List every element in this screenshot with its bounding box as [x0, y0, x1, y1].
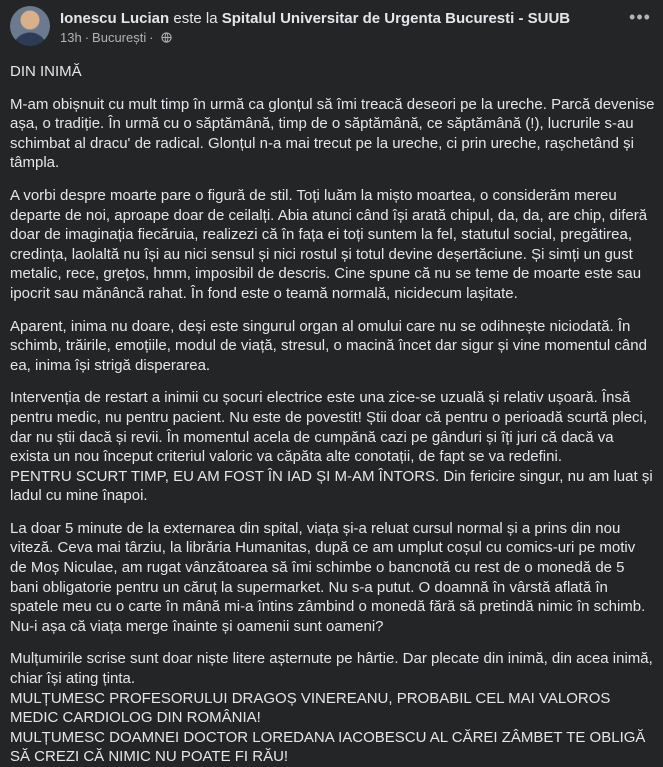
- post-paragraph-6b: Nu-i așa că viața merge înainte și oamenii sunt oameni?: [10, 617, 384, 635]
- post-paragraph-1: DIN INIMĂ: [10, 63, 82, 80]
- post-meta: [60, 29, 623, 46]
- post-header-text: [60, 9, 623, 46]
- post-paragraph-7a: Mulțumirile scrise sunt doar niște litere așternute pe hârtie. Dar plecate din inimă, din acea inimă, chiar își ating ținta.: [10, 650, 653, 688]
- post-paragraph-5b: PENTRU SCURT TIMP, EU AM FOST ÎN IAD ȘI M-AM ÎNTORS. Din fericire singur, nu am luat și ladul cu mine înapoi.: [10, 467, 653, 505]
- post-header: [10, 6, 653, 50]
- post-paragraph-3: A vorbi despre moarte pare o figură de stil. Toți luăm la mișto moartea, o considerăm mereu departe de noi, aproape doar de ceilalți. Abia atunci când își arată chipul, da, da, are chip, diferă doar de imaginația fiecăruia, realizezi că în fața ei toți suntem la fel, statutul social, pregătirea, credința, laolaltă nu își au nici sensul și nici rostul și totul devine deșertăciune. Și simți un gust metalic, rece, grețos, hmm, imposibil de descris. Cine spune că nu se teme de moarte este sau ipocrit sau mănâncă rahat. În fond este o teamă normală, nicidecum lașitate.: [10, 186, 648, 302]
- post-paragraph-7c: MULȚUMESC DOAMNEI DOCTOR LOREDANA IACOBESCU AL CĂREI ZÂMBET TE OBLIGĂ SĂ CREZI CĂ NIMIC NU POATE FI RĂU!: [10, 728, 646, 766]
- post-paragraph-2: M-am obișnuit cu mult timp în urmă ca glonțul să îmi treacă deseori pe la ureche. Parcă devenise așa, o tradiție. În urmă cu o săptămână, timp de o săptămână, ce săptămână (!), lucrurile s-au schimbat al dracu' de radical. Glonțul n-a mai trecut pe la ureche, ci prin ureche, rașchetând și tâmpla.: [10, 95, 655, 172]
- globe-icon[interactable]: [161, 32, 172, 43]
- checkin-place[interactable]: Spitalul Universitar de Urgenta Bucuresti - SUUB: [221, 10, 571, 27]
- more-options-icon[interactable]: •••: [629, 7, 651, 27]
- post-paragraph-7b: MULȚUMESC PROFESORULUI DRAGOȘ VINEREANU, PROBABIL CEL MAI VALOROS MEDIC CARDIOLOG DIN ROMÂNIA!: [10, 689, 611, 727]
- post-paragraph-4: Aparent, inima nu doare, deși este singurul organ al omului care nu se odihnește niciodată. În schimb, trăirile, emoțiile, modul de viață, stresul, o macină încet dar sigur și vine momentul când ea, inima își strigă disperarea.: [10, 317, 647, 374]
- meta-separator: ·: [84, 30, 90, 45]
- meta-separator-2: ·: [149, 30, 154, 45]
- post-location[interactable]: București: [92, 30, 147, 45]
- author-name[interactable]: Ionescu Lucian: [60, 10, 170, 27]
- avatar[interactable]: [10, 6, 50, 46]
- post-title-line: [60, 9, 623, 28]
- post-paragraph-6a: La doar 5 minute de la externarea din spital, viața și-a reluat cursul normal și a prins din nou viteză. Ceva mai târziu, la librăria Humanitas, după ce am umplut coșul cu comics-uri pe motiv de Moș Niculae, am rugat vânzătoarea să îmi schimbe o bancnotă cu rest de o monedă de 5 bani obligatorie pentru un căruț la supermarket. Nu s-a putut. O doamnă în vârstă aflată în spatele meu cu o carte în mână mi-a întins zâmbind o monedă fără să pretindă nimic în schimb.: [10, 519, 646, 616]
- checkin-connector: este la: [169, 10, 222, 27]
- post-time[interactable]: 13h: [60, 30, 82, 45]
- post-paragraph-5a: Intervenția de restart a inimii cu șocuri electrice este una zice-se uzuală și relativ ușoară. Însă pentru medic, nu pentru pacient. Nu este de povestit! Știi doar că pentru o perioadă scurtă pleci, dar nu știi dacă și revii. În momentul acela de cumpănă cazi pe gânduri și îți juri că dacă va exista un nou început criteriul valoric va căpăta alte conotații, de fapt se va redefini.: [10, 389, 648, 466]
- post-body: [10, 62, 656, 767]
